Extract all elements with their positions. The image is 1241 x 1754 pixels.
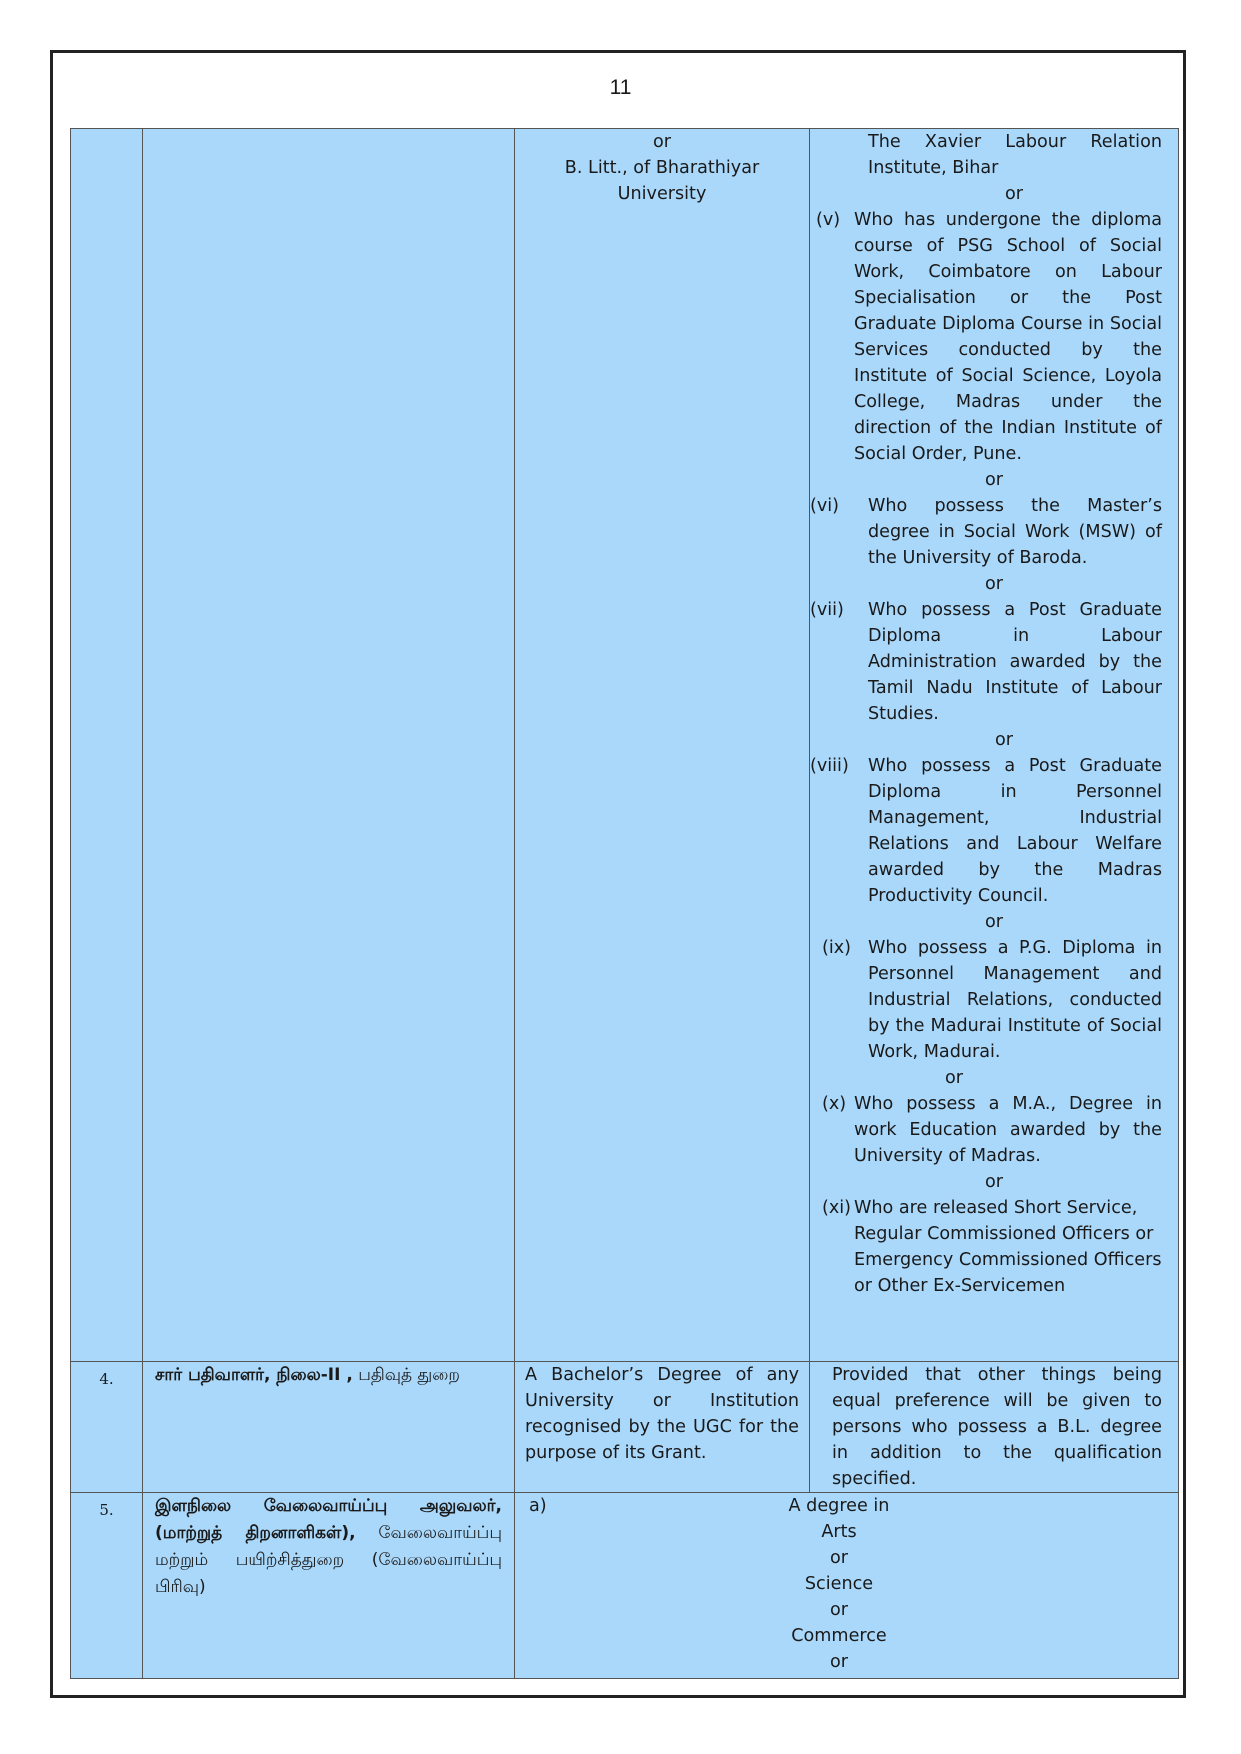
- list-item: [810, 1091, 1178, 1169]
- post-cell: [143, 1493, 515, 1679]
- qualification-cell: [515, 129, 810, 1362]
- table-row: [71, 129, 1179, 1362]
- qualification-table: [70, 128, 1179, 1679]
- item-label: (vii): [810, 600, 844, 620]
- list-item: [810, 753, 1178, 909]
- qualification-cell: A Bachelor’s Degree of any University or Institution recognised by the UGC for the purpose of its Grant.: [515, 1362, 810, 1493]
- item-text: Who possess the Master’s degree in Social Work (MSW) of the University of Baroda.: [868, 496, 1162, 568]
- qualification-text: B. Litt., of Bharathiyar University: [564, 158, 760, 204]
- qualification-line: Arts: [821, 1522, 857, 1542]
- preference-cell: [810, 129, 1179, 1362]
- item-label: (v): [816, 210, 841, 230]
- qualification-line: A degree in: [788, 1496, 890, 1516]
- item-label: a): [529, 1496, 547, 1516]
- or-text: or: [945, 1068, 963, 1088]
- table-row: [71, 1362, 1179, 1493]
- post-cell: [143, 1362, 515, 1493]
- item-text: Who are released Short Service, Regular Commissioned Officers or Emergency Commissioned Officers or Other Ex-Servicemen: [854, 1198, 1162, 1296]
- page-number: 11: [609, 76, 632, 99]
- qualification-line: or: [830, 1548, 848, 1568]
- post-title: சார் பதிவாளர், நிலை-II ,: [155, 1365, 353, 1385]
- item-text: Who possess a M.A., Degree in work Education awarded by the University of Madras.: [854, 1094, 1162, 1166]
- post-department: பதிவுத் துறை: [358, 1365, 460, 1385]
- qualification-line: Commerce: [791, 1626, 887, 1646]
- item-label: (ix): [822, 938, 852, 958]
- or-text: or: [1005, 184, 1023, 204]
- list-item: [810, 1195, 1178, 1299]
- item-text: Who possess a P.G. Diploma in Personnel Management and Industrial Relations, conducted by the Madurai Institute of Social Work, Madurai.: [868, 938, 1162, 1062]
- list-item: [810, 597, 1178, 727]
- preference-cell: Provided that other things being equal preference will be given to persons who possess a B.L. degree in addition to the qualification specified.: [810, 1362, 1179, 1493]
- post-title: இளநிலை வேலைவாய்ப்பு அலுவலர், (மாற்றுத் திறனாளிகள்),: [155, 1496, 502, 1543]
- sno-cell: 5.: [71, 1493, 143, 1679]
- list-item: [810, 493, 1178, 571]
- item-text: Who possess a Post Graduate Diploma in Labour Administration awarded by the Tamil Nadu Institute of Labour Studies.: [868, 600, 1162, 724]
- qualification-line: or: [830, 1652, 848, 1672]
- list-item: [810, 207, 1178, 467]
- post-cell: [143, 129, 515, 1362]
- qualification-line: or: [830, 1600, 848, 1620]
- post-department: வேலைவாய்ப்பு மற்றும் பயிற்சித்துறை (வேலைவாய்ப்பு பிரிவு): [155, 1523, 502, 1597]
- item-label: (vi): [810, 496, 840, 516]
- qualification-line: Science: [804, 1574, 874, 1594]
- item-label: (x): [822, 1094, 847, 1114]
- intro-text: The Xavier Labour Relation Institute, Bihar: [868, 132, 1162, 178]
- table-row: [71, 1493, 1179, 1679]
- item-label: (viii): [810, 756, 849, 776]
- or-text: or: [985, 1172, 1003, 1192]
- qualification-cell: [515, 1493, 1179, 1679]
- or-text: or: [653, 132, 671, 152]
- item-text: Who has undergone the diploma course of PSG School of Social Work, Coimbatore on Labour Specialisation or the Post Graduate Diploma Course in Social Services conducted by the Institute of Social Science, Loyola College, Madras under the direction of the Indian Institute of Social Order, Pune.: [854, 210, 1162, 464]
- item-text: Who possess a Post Graduate Diploma in Personnel Management, Industrial Relations and Labour Welfare awarded by the Madras Productivity Council.: [868, 756, 1162, 906]
- or-text: or: [985, 574, 1003, 594]
- list-item: [810, 935, 1178, 1065]
- or-text: or: [985, 912, 1003, 932]
- sno-cell: 4.: [71, 1362, 143, 1493]
- item-label: (xi): [822, 1198, 852, 1218]
- sno-cell: [71, 129, 143, 1362]
- or-text: or: [995, 730, 1013, 750]
- or-text: or: [985, 470, 1003, 490]
